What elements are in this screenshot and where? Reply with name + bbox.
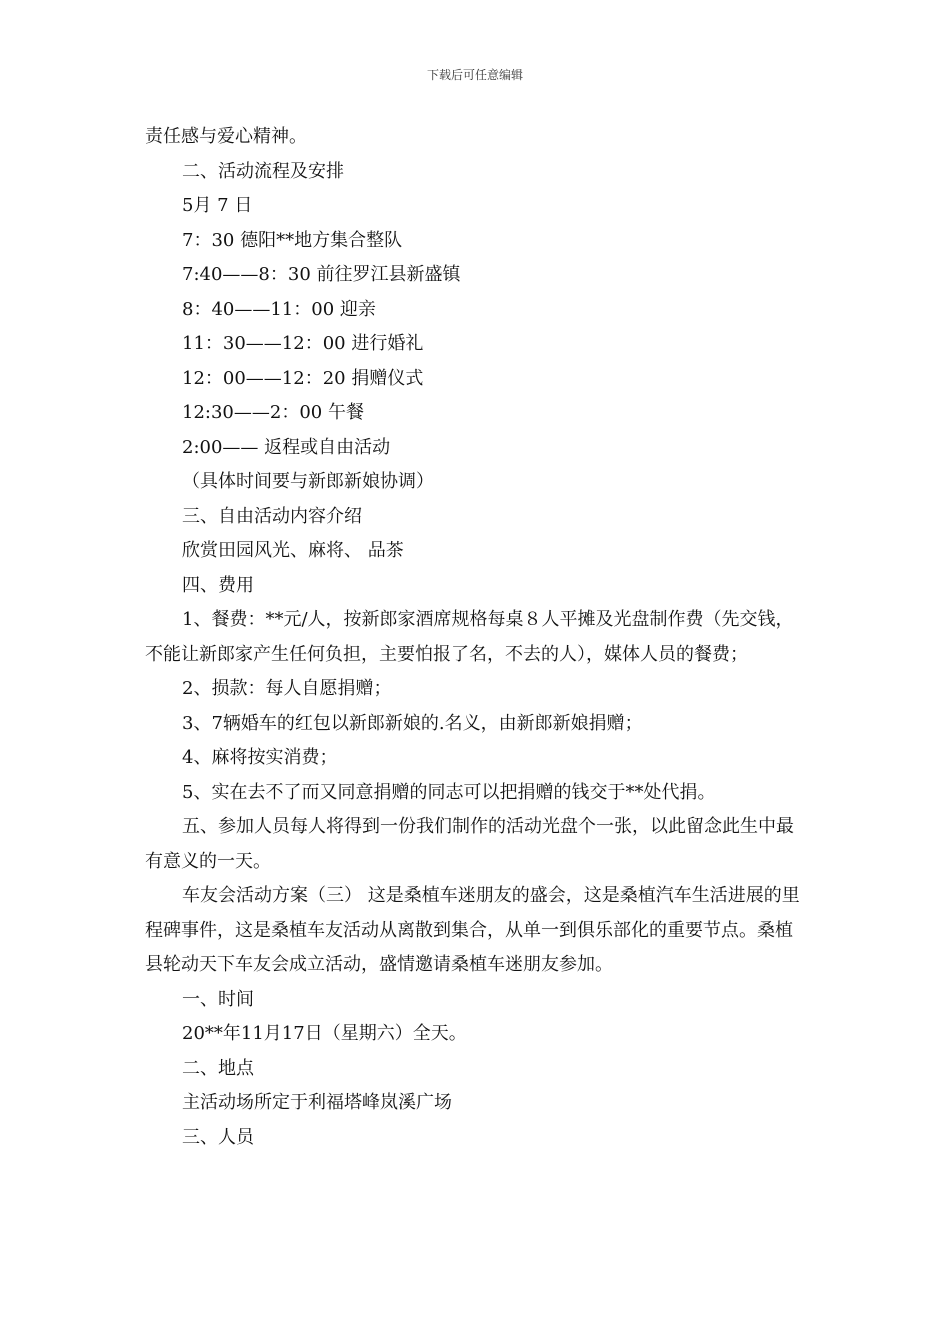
schedule-item: 12:30——2：00 午餐 [182, 402, 364, 423]
schedule-item: 7：30 德阳**地方集合整队 [182, 229, 403, 251]
paragraph: 车友会活动方案（三） 这是桑植车迷朋友的盛会，这是桑植汽车生活进展的里程碑事件，这是桑植车友活动从离散到集合，从单一到俱乐部化的重要节点。桑植县轮动天下车友会成立活动，盛情邀请桑植车迷朋友参加。 [145, 885, 800, 975]
list-item: 5、实在去不了而又同意捐赠的同志可以把捐赠的钱交于**处代捐。 [182, 781, 716, 803]
schedule-item: 11：30——12：00 进行婚礼 [182, 333, 424, 354]
paragraph: 5月 7 日 [182, 195, 253, 216]
schedule-item: 12：00——12：20 捐赠仪式 [182, 367, 424, 389]
schedule-item: 2:00—— 返程或自由活动 [182, 436, 391, 458]
paragraph: 责任感与爱心精神。 [145, 126, 307, 147]
paragraph: 20**年11月17日（星期六）全天。 [182, 1023, 467, 1044]
section-heading: 二、地点 [182, 1057, 254, 1079]
paragraph: 主活动场所定于利福塔峰岚溪广场 [182, 1092, 452, 1113]
page-header: 下载后可任意编辑 [426, 68, 523, 82]
list-item: 1、餐费：**元/人，按新郎家酒席规格每桌８人平摊及光盘制作费（先交钱，不能让新郎家产生任何负担，主要怕报了名，不去的人），媒体人员的餐费； [145, 609, 794, 665]
section-heading: 三、自由活动内容介绍 [182, 505, 362, 527]
list-item: 4、麻将按实消费； [182, 747, 338, 768]
document-body [145, 120, 810, 1155]
paragraph: 欣赏田园风光、麻将、 品茶 [182, 540, 404, 561]
section-heading: 二、活动流程及安排 [182, 160, 344, 182]
schedule-item: 8：40——11：00 迎亲 [182, 298, 376, 320]
section-heading: 三、人员 [182, 1126, 254, 1148]
paragraph: （具体时间要与新郎新娘协调） [182, 471, 434, 492]
paragraph: 五、参加人员每人将得到一份我们制作的活动光盘个一张，以此留念此生中最有意义的一天。 [145, 816, 794, 872]
list-item: 2、损款：每人自愿捐赠； [182, 678, 392, 699]
schedule-item: 7:40——8：30 前往罗江县新盛镇 [182, 264, 461, 285]
list-item: 3、7辆婚车的红包以新郎新娘的.名义，由新郎新娘捐赠； [182, 712, 643, 734]
section-heading: 四、费用 [182, 574, 254, 596]
section-heading: 一、时间 [182, 988, 254, 1010]
